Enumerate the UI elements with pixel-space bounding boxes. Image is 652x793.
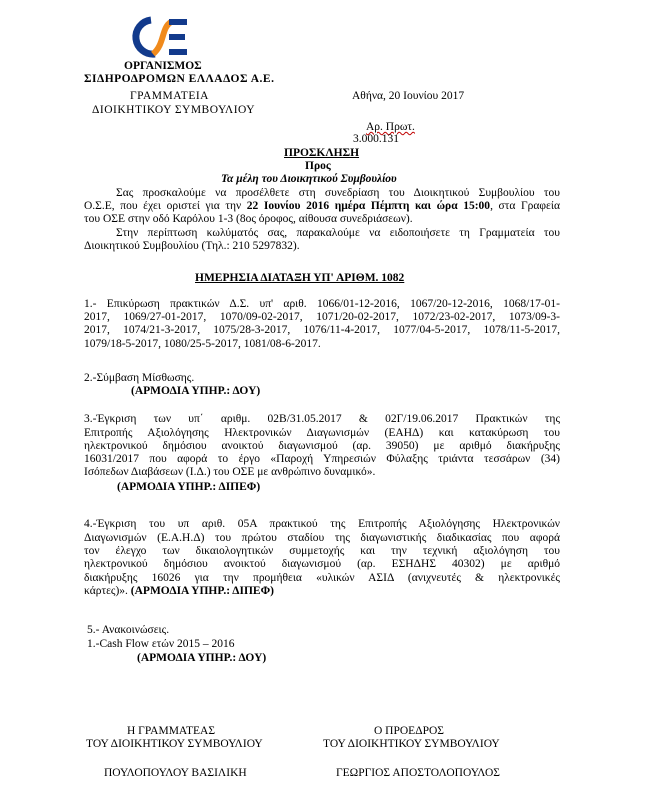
agenda-item-3-line: ηλεκτρονικού δημόσιου ανοικτού διαγωνισμού (αρ. 39050) με αριθμό διακήρυξης [84,440,560,452]
dept-line1: ΓΡΑΜΜΑΤΕΙΑ [130,90,209,102]
agenda-item-4-line: 4.-Έγκριση του υπ αριθ. 05Α πρακτικού της Επιτροπής Αξιολόγησης Ηλεκτρονικών [84,518,560,530]
document-date: Αθήνα, 20 Ιουνίου 2017 [352,90,465,102]
invitation-paragraph-1c: του ΟΣΕ στην οδό Καρόλου 1-3 (8ος όροφος, αίθουσα συνεδριάσεων). [84,213,413,225]
agenda-item-4-line: ηλεκτρονικού δημόσιου ανοικτού διαγωνισμού (αρ. ΕΣΗΔΗΣ 40302) με αριθμό [84,558,560,570]
protocol-label: Αρ. Πρωτ. [366,121,415,133]
agenda-item-5-text: 5.- Ανακοινώσεις. [87,624,170,636]
invitation-to: Προς [305,160,331,172]
agenda-item-2-text: 2.-Σύμβαση Μίσθωσης. [84,372,195,384]
agenda-item-4-line: Διαγωνισμών (Ε.Α.Η.Δ) του πρώτου σταδίου της διαγωνιστικής διαδικασίας που αφορά [84,532,560,544]
invitation-recipients: Τα μέλη του Διοικητικού Συμβουλίου [221,173,397,185]
invitation-paragraph-2b: Διοικητικού Συμβουλίου (Τηλ.: 210 5297832). [84,240,300,252]
invitation-paragraph-1a: Σας προσκαλούμε να προσέλθετε στη συνεδρίαση του Διοικητικού Συμβουλίου του [116,187,560,199]
agenda-item-1-line: 1.- Επικύρωση πρακτικών Δ.Σ. υπ' αριθ. 1066/01-12-2016, 1067/20-12-2016, 1068/17-01- [84,298,560,310]
agenda-item-1-line: 2017, 1069/27-01-2017, 1070/09-02-2017, 1071/20-02-2017, 1072/23-02-2017, 1073/09-3- [84,311,560,323]
dept-line2: ΔΙΟΙΚΗΤΙΚΟΥ ΣΥΜΒΟΥΛΙΟΥ [92,104,256,116]
signature-right-name: ΓΕΩΡΓΙΟΣ ΑΠΟΣΤΟΛΟΠΟΥΛΟΣ [336,767,501,779]
agenda-item-4-responsible: (ΑΡΜΟΔΙΑ ΥΠΗΡ.: ΔΙΠΕΦ) [130,585,274,597]
agenda-item-4-line: τον έλεγχο των δικαιολογητικών συμμετοχής και την τεχνική αξιολόγηση του [84,545,560,557]
ose-logo [131,14,189,60]
agenda-item-3-line: Επιτροπής Αξιολόγησης Ηλεκτρονικών Διαγωνισμών (ΕΑΗΔ) και κατακύρωση του [84,427,560,439]
agenda-item-3-line: 3.-Έγκριση των υπ΄ αριθμ. 02Β/31.05.2017 & 02Γ/19.06.2017 Πρακτικών της [84,413,560,425]
signature-left-name: ΠΟΥΛΟΠΟΥΛΟΥ ΒΑΣΙΛΙΚΗ [104,767,247,779]
agenda-item-4-line: διακήρυξης 16026 για την προμήθεια «υλικών ΑΣΙΔ (ανιχνευτές & ηλεκτρονικές [84,572,560,584]
org-line1: ΟΡΓΑΝΙΣΜΟΣ [124,60,202,72]
signature-right-role2: ΤΟΥ ΔΙΟΙΚΗΤΙΚΟΥ ΣΥΜΒΟΥΛΙΟΥ [323,738,500,750]
signature-left-role1: Η ΓΡΑΜΜΑΤΕΑΣ [127,725,216,737]
invitation-paragraph-2a: Στην περίπτωση κωλύματός σας, παρακαλούμε να ειδοποιήσετε τη Γραμματεία του [116,227,560,239]
invitation-paragraph-1b: Ο.Σ.Ε, που έχει οριστεί για την 22 Ιουνίου 2016 ημέρα Πέμπτη και ώρα 15:00, στα Γραφεία [84,200,560,212]
agenda-item-2-responsible: (ΑΡΜΟΔΙΑ ΥΠΗΡ.: ΔΟΥ) [131,385,261,397]
org-line2: ΣΙΔΗΡΟΔΡΟΜΩΝ ΕΛΛΑΔΟΣ Α.Ε. [84,73,275,85]
agenda-item-3-line: Ισόπεδων Διαβάσεων (Ι.Δ.) του ΟΣΕ με ανθρώπινο δυναμικό». [84,466,376,478]
agenda-item-3-responsible: (ΑΡΜΟΔΙΑ ΥΠΗΡ.: ΔΙΠΕΦ) [117,481,261,493]
signature-left-role2: ΤΟΥ ΔΙΟΙΚΗΤΙΚΟΥ ΣΥΜΒΟΥΛΙΟΥ [86,738,263,750]
signature-right-role1: Ο ΠΡΟΕΔΡΟΣ [374,725,444,737]
agenda-item-1-line: 2017, 1074/21-3-2017, 1075/28-3-2017, 1076/11-4-2017, 1077/04-5-2017, 1078/11-5-2017, [84,324,560,336]
agenda-item-3-line: 16031/2017 που αφορά το έργο «Παροχή Υπηρεσιών Φύλαξης τριάντα τεσσάρων (34) [84,453,560,465]
invitation-title: ΠΡΟΣΚΛΗΣΗ [284,147,360,159]
agenda-item-4-last-line: κάρτες)». (ΑΡΜΟΔΙΑ ΥΠΗΡ.: ΔΙΠΕΦ) [84,585,274,597]
agenda-item-1-line: 1079/18-5-2017, 1080/25-5-2017, 1081/08-6-2017. [84,338,321,350]
agenda-title: ΗΜΕΡΗΣΙΑ ΔΙΑΤΑΞΗ ΥΠ' ΑΡΙΘΜ. 1082 [195,272,405,284]
agenda-item-5-responsible: (ΑΡΜΟΔΙΑ ΥΠΗΡ.: ΔΟΥ) [137,652,267,664]
protocol-number: 3.000.131 [353,133,399,145]
agenda-item-5-sub: 1.-Cash Flow ετών 2015 – 2016 [87,638,235,650]
